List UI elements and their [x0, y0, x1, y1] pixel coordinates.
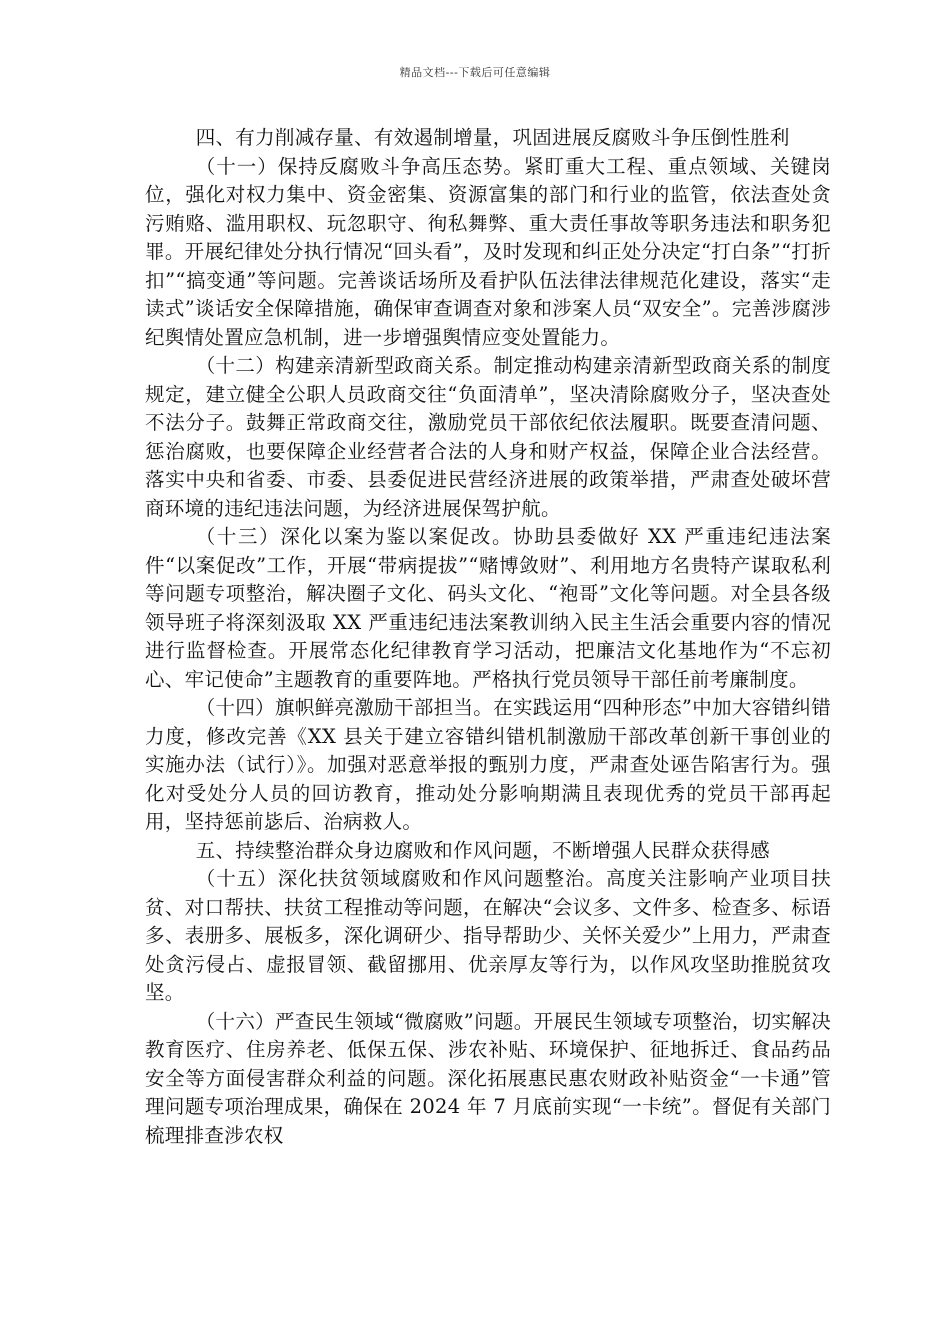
document-body: [145, 124, 831, 1150]
paragraph-item-11: （十一）保持反腐败斗争高压态势。紧盯重大工程、重点领域、关键岗位，强化对权力集中、资金密集、资源富集的部门和行业的监管，依法查处贪污贿赂、滥用职权、玩忽职守、徇私舞弊、重大责任事故等职务违法和职务犯罪。开展纪律处分执行情况“回头看”，及时发现和纠正处分决定“打白条”“打折扣”“搞变通”等问题。完善谈话场所及看护队伍法律法律规范化建设，落实“走读式”谈话安全保障措施，确保审查调查对象和涉案人员“双安全”。完善涉腐涉纪舆情处置应急机制，进一步增强舆情应变处置能力。: [145, 154, 831, 349]
paragraph-item-15: （十五）深化扶贫领域腐败和作风问题整治。高度关注影响产业项目扶贫、对口帮扶、扶贫工程推动等问题，在解决“会议多、文件多、检查多、标语多、表册多、展板多，深化调研少、指导帮助少、关怀关爱少”上用力，严肃查处贪污侵占、虚报冒领、截留挪用、优亲厚友等行为，以作风攻坚助推脱贫攻坚。: [145, 867, 831, 1004]
paragraph-item-16: （十六）严查民生领域“微腐败”问题。开展民生领域专项整治，切实解决教育医疗、住房养老、低保五保、涉农补贴、环境保护、征地拆迁、食品药品安全等方面侵害群众利益的问题。深化拓展惠民惠农财政补贴资金“一卡通”管理问题专项治理成果，确保在 2024 年 7 月底前实现“一卡统”。督促有关部门梳理排查涉农权: [145, 1009, 831, 1147]
paragraph-item-14: （十四）旗帜鲜亮激励干部担当。在实践运用“四种形态”中加大容错纠错力度，修改完善《XX 县关于建立容错纠错机制激励干部改革创新干事创业的实施办法（试行）》。加强对恶意举报的甄别力度，严肃查处诬告陷害行为。强化对受处分人员的回访教育，推动处分影响期满且表现优秀的党员干部再起用，坚持惩前毖后、治病救人。: [145, 696, 831, 833]
section-heading-5: 五、持续整治群众身边腐败和作风问题，不断增强人民群众获得感: [195, 838, 770, 862]
section-heading-4: 四、有力削减存量、有效遏制增量，巩固进展反腐败斗争压倒性胜利: [195, 126, 790, 149]
paragraph-item-13: （十三）深化以案为鉴以案促改。协助县委做好 XX 严重违纪违法案件“以案促改”工作，开展“带病提拔”“赌博敛财”、利用地方名贵特产谋取私利等问题专项整治，解决圈子文化、码头文化、“袍哥”文化等问题。对全县各级领导班子将深刻汲取 XX 严重违纪违法案教训纳入民主生活会重要内容的情况进行监督检查。开展常态化纪律教育学习活动，把廉洁文化基地作为“不忘初心、牢记使命”主题教育的重要阵地。严格执行党员领导干部任前考廉制度。: [145, 525, 831, 691]
page-header: 精品文档---下载后可任意编辑: [399, 66, 551, 79]
paragraph-item-12: （十二）构建亲清新型政商关系。制定推动构建亲清新型政商关系的制度规定，建立健全公职人员政商交往“负面清单”，坚决清除腐败分子，坚决查处不法分子。鼓舞正常政商交往，激励党员干部依纪依法履职。既要查清问题、惩治腐败，也要保障企业经营者合法的人身和财产权益，保障企业合法经营。落实中央和省委、市委、县委促进民营经济进展的政策举措，严肃查处破坏营商环境的违纪违法问题，为经济进展保驾护航。: [145, 354, 831, 520]
